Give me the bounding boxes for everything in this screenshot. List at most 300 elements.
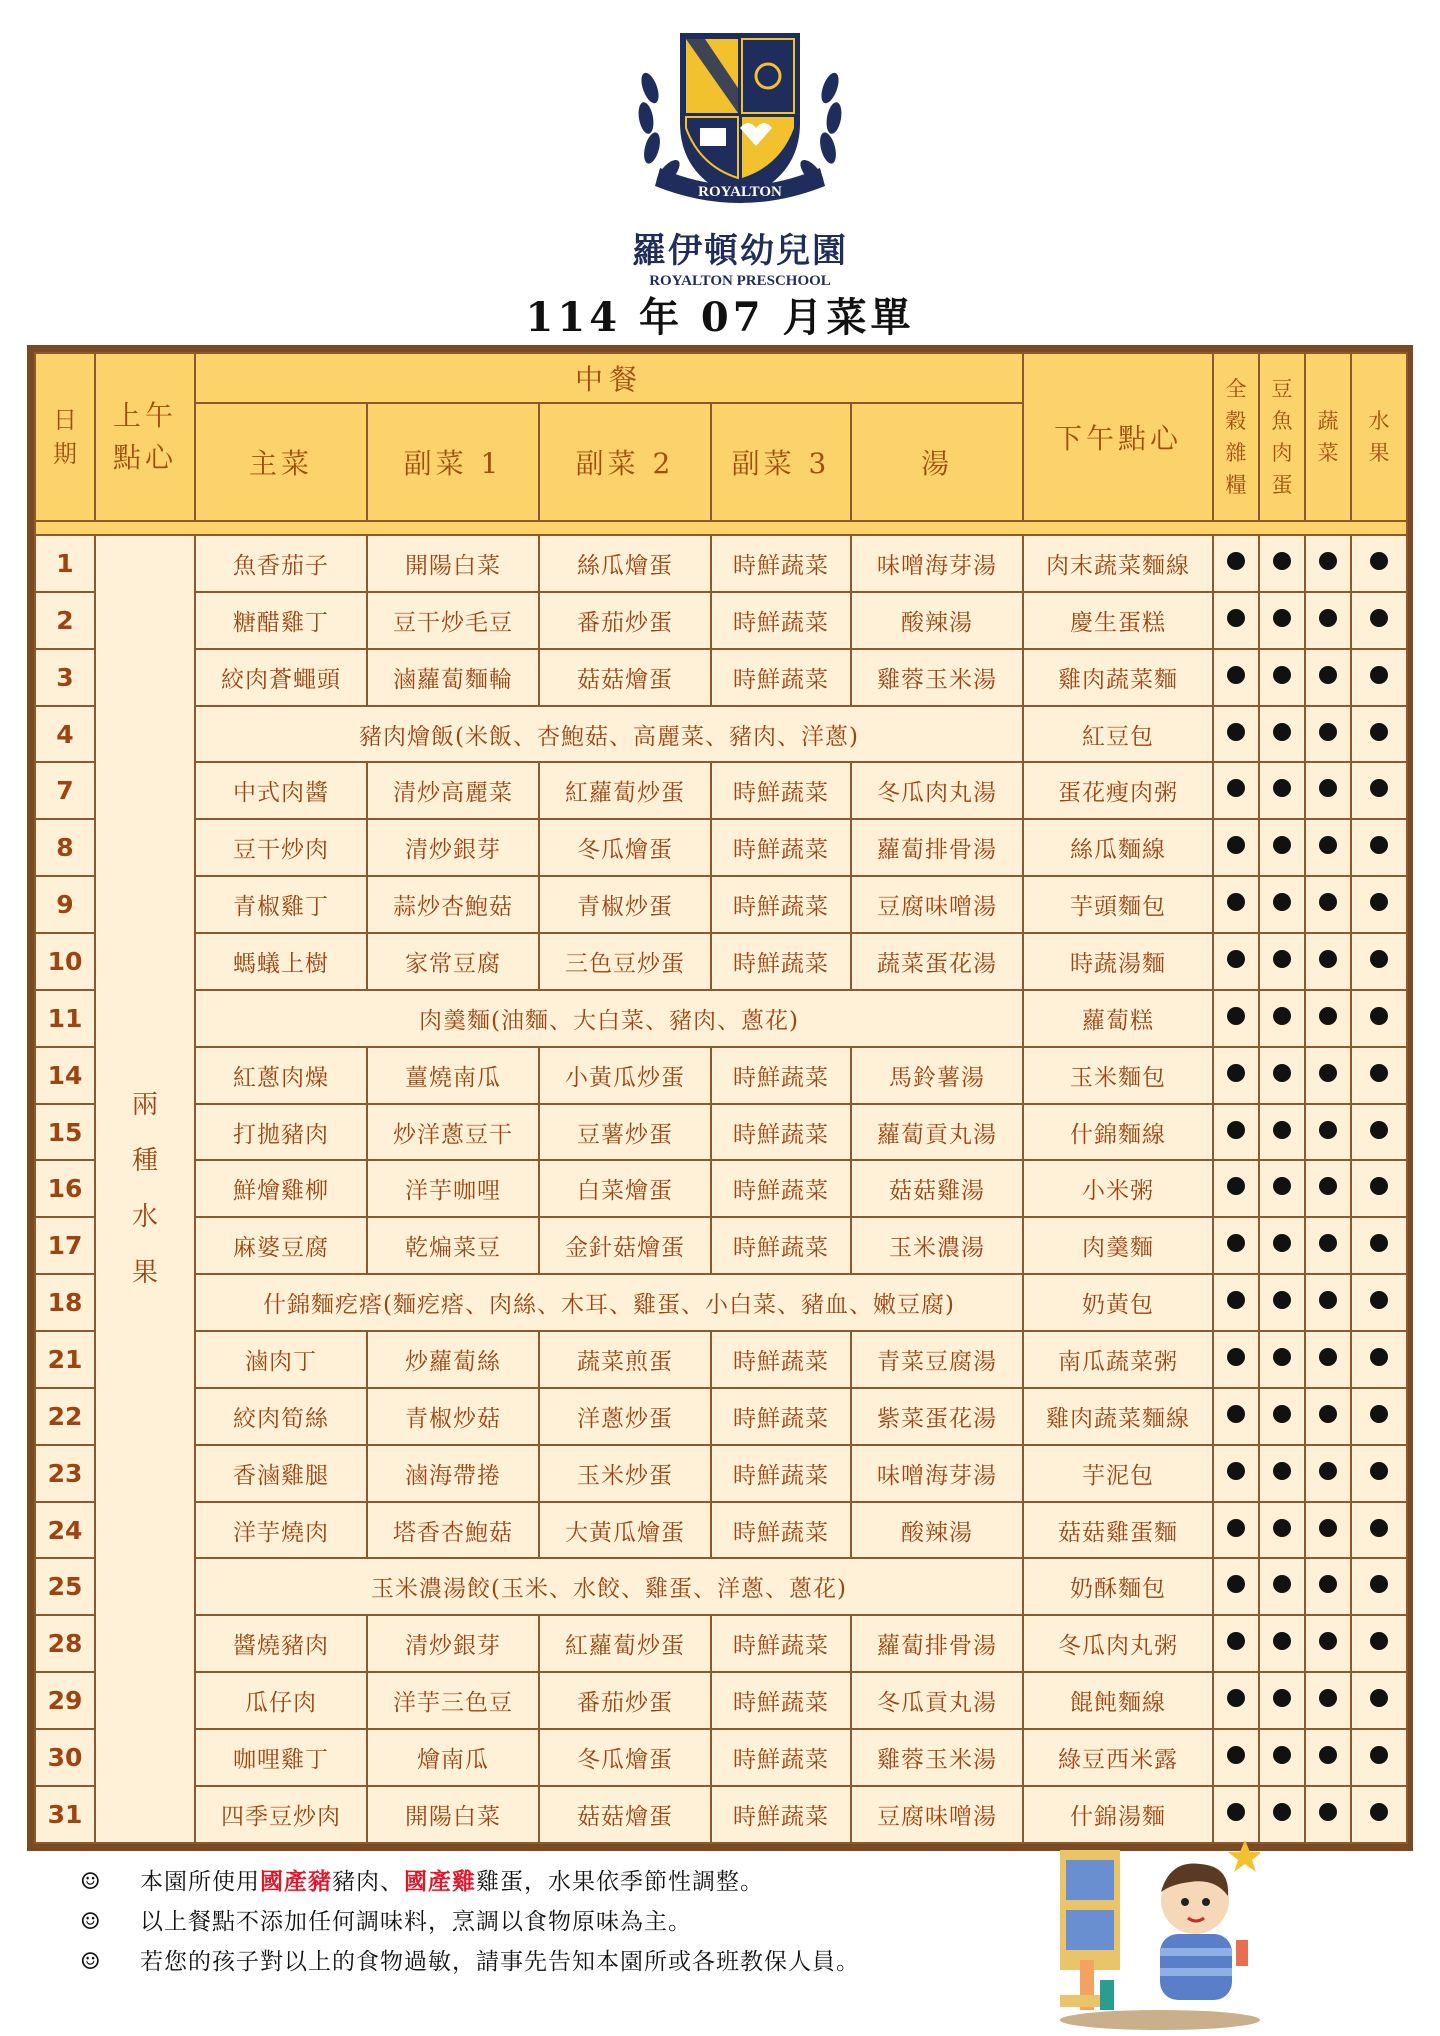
check-vegetables [1305,1729,1351,1786]
main-dish-cell: 紅蔥肉燥 [195,1047,367,1104]
dot-icon [1319,1462,1337,1480]
check-protein [1259,876,1305,933]
check-protein [1259,1331,1305,1388]
side-3-cell: 時鮮蔬菜 [711,933,851,990]
check-vegetables [1305,1615,1351,1672]
main-dish-cell: 螞蟻上樹 [195,933,367,990]
dot-icon [1227,1064,1245,1082]
check-vegetables [1305,1445,1351,1502]
side-3-cell: 時鮮蔬菜 [711,762,851,819]
soup-cell: 蘿蔔排骨湯 [851,819,1023,876]
check-grains [1213,1445,1259,1502]
side-3-cell: 時鮮蔬菜 [711,1445,851,1502]
day-cell: 10 [35,933,95,990]
crest-icon [620,28,860,223]
side-3-cell: 時鮮蔬菜 [711,1160,851,1217]
check-fruit [1351,1445,1407,1502]
dot-icon [1273,666,1291,684]
main-dish-cell: 香滷雞腿 [195,1445,367,1502]
dot-icon [1273,1462,1291,1480]
header-grains: 全 穀 雜 糧 [1213,353,1259,521]
check-vegetables [1305,990,1351,1047]
check-fruit [1351,535,1407,592]
check-fruit [1351,1502,1407,1559]
afternoon-snack-cell: 冬瓜肉丸粥 [1023,1615,1213,1672]
dot-icon [1319,1575,1337,1593]
check-vegetables [1305,1274,1351,1331]
soup-cell: 雞蓉玉米湯 [851,649,1023,706]
dot-icon [1319,1519,1337,1537]
menu-row [35,762,1407,819]
dot-icon [1273,1121,1291,1139]
header-main-dish: 主菜 [195,403,367,521]
check-protein [1259,1160,1305,1217]
soup-cell: 味噌海芽湯 [851,1445,1023,1502]
soup-cell: 紫菜蛋花湯 [851,1388,1023,1445]
dot-icon [1370,666,1388,684]
menu-row [35,990,1407,1047]
day-cell: 1 [35,535,95,592]
dot-icon [1319,779,1337,797]
menu-table [34,352,1408,1844]
afternoon-snack-cell: 雞肉蔬菜麵線 [1023,1388,1213,1445]
side-2-cell: 冬瓜燴蛋 [539,819,711,876]
dot-icon [1273,609,1291,627]
check-protein [1259,1615,1305,1672]
check-protein [1259,706,1305,763]
side-3-cell: 時鮮蔬菜 [711,1104,851,1161]
check-vegetables [1305,1558,1351,1615]
check-vegetables [1305,1388,1351,1445]
header-date: 日 期 [35,353,95,521]
check-fruit [1351,819,1407,876]
dot-icon [1370,1121,1388,1139]
afternoon-snack-cell: 雞肉蔬菜麵 [1023,649,1213,706]
menu-row [35,1217,1407,1274]
afternoon-snack-cell: 什錦湯麵 [1023,1786,1213,1843]
dot-icon [1370,1689,1388,1707]
afternoon-snack-cell: 什錦麵線 [1023,1104,1213,1161]
check-grains [1213,649,1259,706]
check-fruit [1351,592,1407,649]
main-dish-cell: 中式肉醬 [195,762,367,819]
menu-row [35,592,1407,649]
check-grains [1213,535,1259,592]
dot-icon [1273,1689,1291,1707]
page-title: 114 年 07 月菜單 [525,294,915,341]
check-vegetables [1305,1672,1351,1729]
check-vegetables [1305,1502,1351,1559]
smile-icon: ☺ [80,1949,102,1975]
check-grains [1213,819,1259,876]
dot-icon [1273,1234,1291,1252]
check-grains [1213,1615,1259,1672]
check-protein [1259,819,1305,876]
dot-icon [1273,1632,1291,1650]
dot-icon [1227,1519,1245,1537]
side-1-cell: 乾煸菜豆 [367,1217,539,1274]
main-dish-cell: 鮮燴雞柳 [195,1160,367,1217]
dot-icon [1227,1462,1245,1480]
side-2-cell: 白菜燴蛋 [539,1160,711,1217]
day-cell: 15 [35,1104,95,1161]
dot-icon [1319,836,1337,854]
check-fruit [1351,1729,1407,1786]
main-dish-cell: 醬燒豬肉 [195,1615,367,1672]
smile-icon: ☺ [80,1909,102,1935]
day-cell: 2 [35,592,95,649]
side-2-cell: 洋蔥炒蛋 [539,1388,711,1445]
check-grains [1213,592,1259,649]
dot-icon [1273,1519,1291,1537]
dot-icon [1370,609,1388,627]
dot-icon [1273,1803,1291,1821]
note-3: ☺ 若您的孩子對以上的食物過敏，請事先告知本園所或各班教保人員。 [80,1942,1080,1982]
dot-icon [1370,1803,1388,1821]
afternoon-snack-cell: 蘿蔔糕 [1023,990,1213,1047]
dot-icon [1370,1575,1388,1593]
child-with-blocks-illustration [1040,1830,1260,2030]
afternoon-snack-cell: 慶生蛋糕 [1023,592,1213,649]
side-2-cell: 蔬菜煎蛋 [539,1331,711,1388]
afternoon-snack-cell: 蛋花瘦肉粥 [1023,762,1213,819]
dot-icon [1319,609,1337,627]
side-1-cell: 炒洋蔥豆干 [367,1104,539,1161]
soup-cell: 酸辣湯 [851,1502,1023,1559]
side-2-cell: 菇菇燴蛋 [539,1786,711,1843]
check-grains [1213,762,1259,819]
check-grains [1213,1672,1259,1729]
dot-icon [1319,1348,1337,1366]
dot-icon [1227,779,1245,797]
menu-row [35,876,1407,933]
check-protein [1259,990,1305,1047]
check-vegetables [1305,706,1351,763]
day-cell: 9 [35,876,95,933]
day-cell: 11 [35,990,95,1047]
check-vegetables [1305,649,1351,706]
side-3-cell: 時鮮蔬菜 [711,1615,851,1672]
side-1-cell: 滷蘿蔔麵輪 [367,649,539,706]
check-vegetables [1305,876,1351,933]
check-protein [1259,1502,1305,1559]
side-1-cell: 洋芋三色豆 [367,1672,539,1729]
dot-icon [1319,1007,1337,1025]
side-1-cell: 家常豆腐 [367,933,539,990]
menu-body [35,535,1407,1843]
menu-row [35,535,1407,592]
main-dish-cell: 咖哩雞丁 [195,1729,367,1786]
dot-icon [1227,1575,1245,1593]
check-protein [1259,592,1305,649]
check-fruit [1351,1331,1407,1388]
dot-icon [1273,1746,1291,1764]
dot-icon [1370,1291,1388,1309]
day-cell: 3 [35,649,95,706]
side-1-cell: 開陽白菜 [367,535,539,592]
day-cell: 28 [35,1615,95,1672]
menu-table-frame [27,345,1413,1851]
dot-icon [1370,950,1388,968]
header-afternoon-snack: 下午點心 [1023,353,1213,521]
day-cell: 4 [35,706,95,763]
menu-row [35,1445,1407,1502]
dot-icon [1273,1007,1291,1025]
side-2-cell: 青椒炒蛋 [539,876,711,933]
menu-row [35,1729,1407,1786]
side-1-cell: 開陽白菜 [367,1786,539,1843]
note-2: ☺ 以上餐點不添加任何調味料，烹調以食物原味為主。 [80,1902,1080,1942]
soup-cell: 豆腐味噌湯 [851,876,1023,933]
day-cell: 29 [35,1672,95,1729]
check-protein [1259,762,1305,819]
main-dish-cell: 糖醋雞丁 [195,592,367,649]
dot-icon [1319,1121,1337,1139]
dot-icon [1319,666,1337,684]
main-dish-cell: 青椒雞丁 [195,876,367,933]
main-dish-cell: 絞肉筍絲 [195,1388,367,1445]
check-grains [1213,1274,1259,1331]
afternoon-snack-cell: 芋頭麵包 [1023,876,1213,933]
dot-icon [1227,1689,1245,1707]
soup-cell: 菇菇雞湯 [851,1160,1023,1217]
menu-row [35,1047,1407,1104]
dot-icon [1370,836,1388,854]
day-cell: 21 [35,1331,95,1388]
side-1-cell: 清炒銀芽 [367,819,539,876]
check-fruit [1351,1047,1407,1104]
check-fruit [1351,1160,1407,1217]
soup-cell: 蘿蔔貢丸湯 [851,1104,1023,1161]
dot-icon [1319,1064,1337,1082]
side-2-cell: 番茄炒蛋 [539,592,711,649]
check-protein [1259,1445,1305,1502]
side-2-cell: 絲瓜燴蛋 [539,535,711,592]
soup-cell: 味噌海芽湯 [851,535,1023,592]
dot-icon [1227,609,1245,627]
afternoon-snack-cell: 紅豆包 [1023,706,1213,763]
side-3-cell: 時鮮蔬菜 [711,592,851,649]
afternoon-snack-cell: 肉末蔬菜麵線 [1023,535,1213,592]
side-1-cell: 洋芋咖哩 [367,1160,539,1217]
check-grains [1213,1217,1259,1274]
main-dish-cell: 絞肉蒼蠅頭 [195,649,367,706]
dot-icon [1227,1234,1245,1252]
check-protein [1259,1672,1305,1729]
side-2-cell: 番茄炒蛋 [539,1672,711,1729]
side-1-cell: 清炒銀芽 [367,1615,539,1672]
dot-icon [1319,552,1337,570]
morning-snack-text: 兩 種 水 果 [131,1090,158,1288]
combined-dish-cell: 豬肉燴飯(米飯、杏鮑菇、高麗菜、豬肉、洋蔥) [195,706,1023,763]
check-grains [1213,706,1259,763]
dot-icon [1370,723,1388,741]
side-1-cell: 薑燒南瓜 [367,1047,539,1104]
side-2-cell: 三色豆炒蛋 [539,933,711,990]
header-side-1: 副菜 1 [367,403,539,521]
day-cell: 14 [35,1047,95,1104]
menu-row [35,1388,1407,1445]
dot-icon [1319,1291,1337,1309]
side-2-cell: 菇菇燴蛋 [539,649,711,706]
dot-icon [1273,950,1291,968]
menu-row [35,1104,1407,1161]
dot-icon [1370,1632,1388,1650]
afternoon-snack-cell: 南瓜蔬菜粥 [1023,1331,1213,1388]
soup-cell: 蘿蔔排骨湯 [851,1615,1023,1672]
check-grains [1213,990,1259,1047]
check-fruit [1351,1274,1407,1331]
side-1-cell: 塔香杏鮑菇 [367,1502,539,1559]
menu-row [35,706,1407,763]
combined-dish-cell: 玉米濃湯餃(玉米、水餃、雞蛋、洋蔥、蔥花) [195,1558,1023,1615]
day-cell: 30 [35,1729,95,1786]
header-protein: 豆 魚 肉 蛋 [1259,353,1305,521]
side-3-cell: 時鮮蔬菜 [711,819,851,876]
main-dish-cell: 麻婆豆腐 [195,1217,367,1274]
side-3-cell: 時鮮蔬菜 [711,1047,851,1104]
dot-icon [1273,893,1291,911]
main-dish-cell: 洋芋燒肉 [195,1502,367,1559]
check-grains [1213,1047,1259,1104]
check-vegetables [1305,1160,1351,1217]
check-fruit [1351,933,1407,990]
day-cell: 18 [35,1274,95,1331]
dot-icon [1273,1405,1291,1423]
side-2-cell: 紅蘿蔔炒蛋 [539,1615,711,1672]
afternoon-snack-cell: 肉羹麵 [1023,1217,1213,1274]
check-protein [1259,649,1305,706]
soup-cell: 冬瓜貢丸湯 [851,1672,1023,1729]
morning-snack-cell [95,535,195,1843]
day-cell: 23 [35,1445,95,1502]
dot-icon [1319,1234,1337,1252]
dot-icon [1370,1746,1388,1764]
soup-cell: 玉米濃湯 [851,1217,1023,1274]
check-fruit [1351,1388,1407,1445]
dot-icon [1227,1405,1245,1423]
day-cell: 22 [35,1388,95,1445]
dot-icon [1227,1291,1245,1309]
check-fruit [1351,649,1407,706]
dot-icon [1227,666,1245,684]
dot-icon [1370,1234,1388,1252]
header-fruit: 水 果 [1351,353,1407,521]
side-2-cell: 紅蘿蔔炒蛋 [539,762,711,819]
check-protein [1259,535,1305,592]
menu-row [35,649,1407,706]
dot-icon [1273,1064,1291,1082]
main-dish-cell: 滷肉丁 [195,1331,367,1388]
check-fruit [1351,1217,1407,1274]
afternoon-snack-cell: 餛飩麵線 [1023,1672,1213,1729]
side-3-cell: 時鮮蔬菜 [711,649,851,706]
dot-icon [1273,1291,1291,1309]
combined-dish-cell: 什錦麵疙瘩(麵疙瘩、肉絲、木耳、雞蛋、小白菜、豬血、嫩豆腐) [195,1274,1023,1331]
dot-icon [1370,1007,1388,1025]
check-grains [1213,1729,1259,1786]
check-vegetables [1305,535,1351,592]
side-2-cell: 小黃瓜炒蛋 [539,1047,711,1104]
main-dish-cell: 豆干炒肉 [195,819,367,876]
side-1-cell: 青椒炒菇 [367,1388,539,1445]
afternoon-snack-cell: 芋泥包 [1023,1445,1213,1502]
main-dish-cell: 打拋豬肉 [195,1104,367,1161]
dot-icon [1370,1064,1388,1082]
check-fruit [1351,762,1407,819]
dot-icon [1273,723,1291,741]
side-3-cell: 時鮮蔬菜 [711,535,851,592]
dot-icon [1370,1405,1388,1423]
school-name-cn: 羅伊頓幼兒園 [632,231,848,271]
check-protein [1259,1558,1305,1615]
dot-icon [1227,1121,1245,1139]
check-grains [1213,1160,1259,1217]
check-fruit [1351,1615,1407,1672]
header-separator [35,521,1407,535]
dot-icon [1370,1519,1388,1537]
check-vegetables [1305,819,1351,876]
check-vegetables [1305,1331,1351,1388]
check-fruit [1351,1558,1407,1615]
check-grains [1213,1388,1259,1445]
side-2-cell: 大黃瓜燴蛋 [539,1502,711,1559]
menu-row [35,1274,1407,1331]
check-vegetables [1305,762,1351,819]
menu-row [35,1558,1407,1615]
side-3-cell: 時鮮蔬菜 [711,1502,851,1559]
side-1-cell: 滷海帶捲 [367,1445,539,1502]
dot-icon [1273,1348,1291,1366]
check-grains [1213,1331,1259,1388]
check-protein [1259,1047,1305,1104]
dot-icon [1319,1689,1337,1707]
dot-icon [1273,1177,1291,1195]
side-1-cell: 豆干炒毛豆 [367,592,539,649]
side-3-cell: 時鮮蔬菜 [711,1388,851,1445]
check-vegetables [1305,592,1351,649]
dot-icon [1319,1803,1337,1821]
dot-icon [1227,552,1245,570]
check-protein [1259,1729,1305,1786]
side-1-cell: 炒蘿蔔絲 [367,1331,539,1388]
check-fruit [1351,876,1407,933]
afternoon-snack-cell: 綠豆西米露 [1023,1729,1213,1786]
dot-icon [1370,779,1388,797]
main-dish-cell: 魚香茄子 [195,535,367,592]
check-protein [1259,1786,1305,1843]
header-side-2: 副菜 2 [539,403,711,521]
side-3-cell: 時鮮蔬菜 [711,876,851,933]
dot-icon [1227,1632,1245,1650]
dot-icon [1227,836,1245,854]
side-2-cell: 金針菇燴蛋 [539,1217,711,1274]
day-cell: 7 [35,762,95,819]
check-fruit [1351,1672,1407,1729]
check-vegetables [1305,933,1351,990]
dot-icon [1319,1746,1337,1764]
afternoon-snack-cell: 小米粥 [1023,1160,1213,1217]
side-3-cell: 時鮮蔬菜 [711,1672,851,1729]
dot-icon [1370,1348,1388,1366]
day-cell: 16 [35,1160,95,1217]
check-grains [1213,876,1259,933]
check-fruit [1351,1786,1407,1843]
dot-icon [1319,1405,1337,1423]
smile-icon: ☺ [80,1869,102,1895]
check-protein [1259,1274,1305,1331]
afternoon-snack-cell: 玉米麵包 [1023,1047,1213,1104]
